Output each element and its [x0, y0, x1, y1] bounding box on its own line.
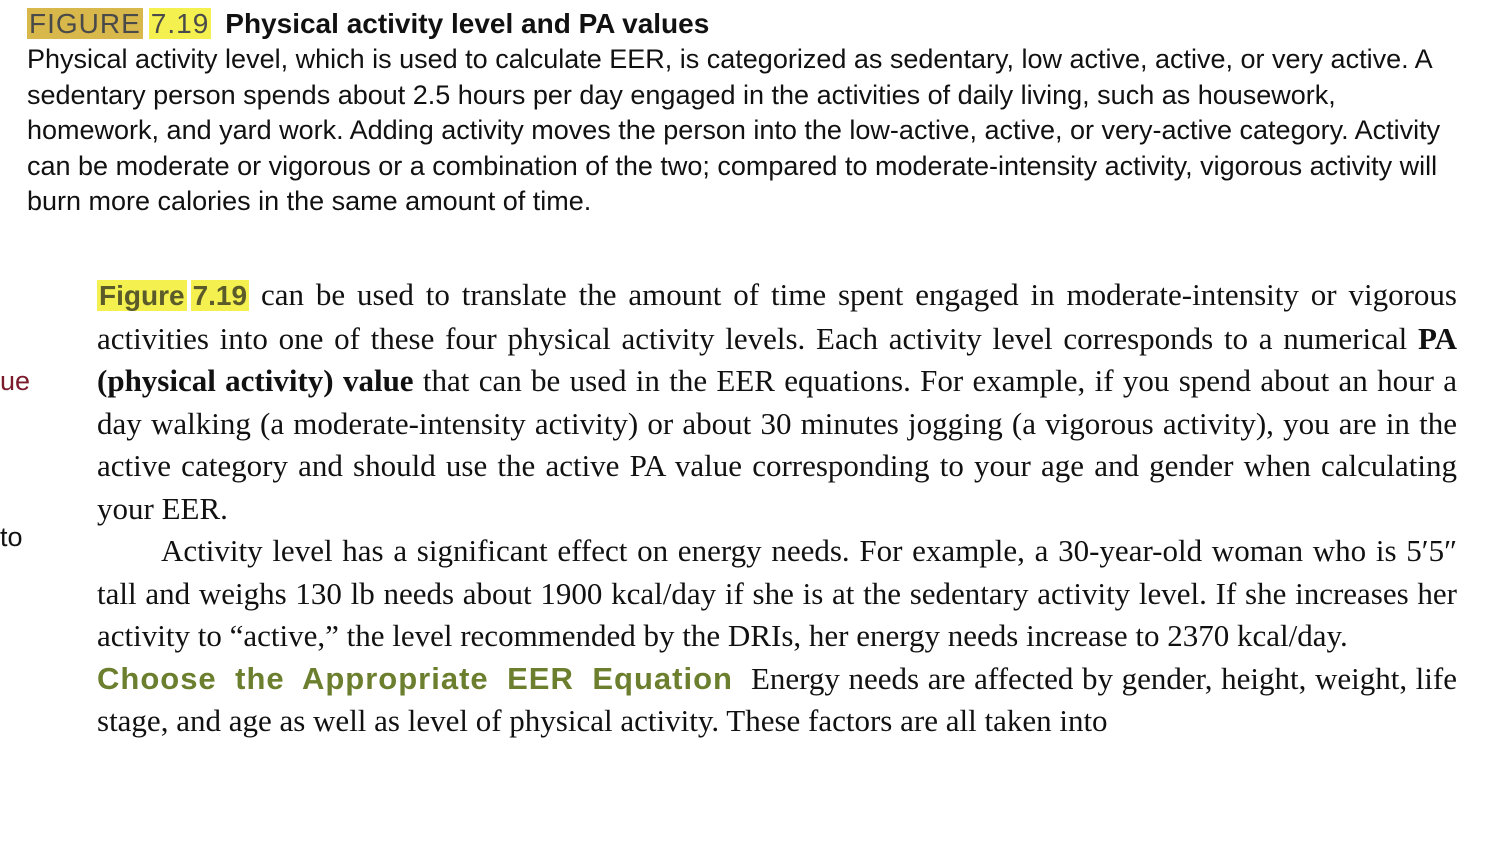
paragraph-2: Activity level has a significant effect on energy needs. For example, a 30-year-old woman who is 5′5″ tall and weighs 130 lb needs about 1900 kcal/day if she is at the sedentary activity level. If she increases her activity to “active,” the level recommended by the DRIs, her energy needs increase to 2370 kcal/day. — [97, 533, 1457, 653]
margin-note: to — [0, 522, 23, 552]
main-body-text — [97, 274, 1457, 743]
section-text: Energy needs are affected by gender, height, weight, life stage, and age as well as level of physical activity. These factors are all taken into — [97, 660, 1457, 738]
paragraph-1 — [97, 274, 1457, 530]
section-heading: Choose the Appropriate EER Equation — [97, 660, 733, 696]
caption-body: Physical activity level, which is used to calculate EER, is categorized as sedentary, low active, active, or very active. A sedentary person spends about 2.5 hours per day engaged in the activities of daily living, such as housework, homework, and yard work. Adding activity moves the person into the low-active, active, or very-active category. Activity can be moderate or vigorous or a combination of the two; compared to moderate-intensity activity, vigorous activity will burn more calories in the same amount of time. — [27, 44, 1441, 216]
figure-reference-link[interactable]: Figure — [99, 280, 185, 311]
figure-number: 7.19 — [150, 8, 210, 39]
paragraph-1-text-b: that can be used in the EER equations. For example, if you spend about an hour a day walking (a moderate-intensity activity) or about 30 minutes jogging (a vigorous activity), you are in the active category and should use the active PA value corresponding to your age and gender when calculating your EER. — [97, 363, 1458, 526]
section-paragraph — [97, 658, 1457, 743]
paragraph-1-text-a: can be used to translate the amount of time spent engaged in moderate-intensity or vigorous activities into one of these four physical activity levels. Each activity level corresponds to a numerical — [97, 277, 1457, 356]
caption-title-line — [27, 6, 1447, 42]
key-term-pa-value: PA (physical activity) value — [97, 320, 1457, 398]
caption-heading: Physical activity level and PA values — [225, 8, 710, 39]
figure-caption — [27, 6, 1447, 220]
figure-label: FIGURE — [29, 8, 141, 39]
margin-note-glossary: ue — [0, 366, 31, 396]
figure-reference-number[interactable]: 7.19 — [192, 280, 248, 311]
